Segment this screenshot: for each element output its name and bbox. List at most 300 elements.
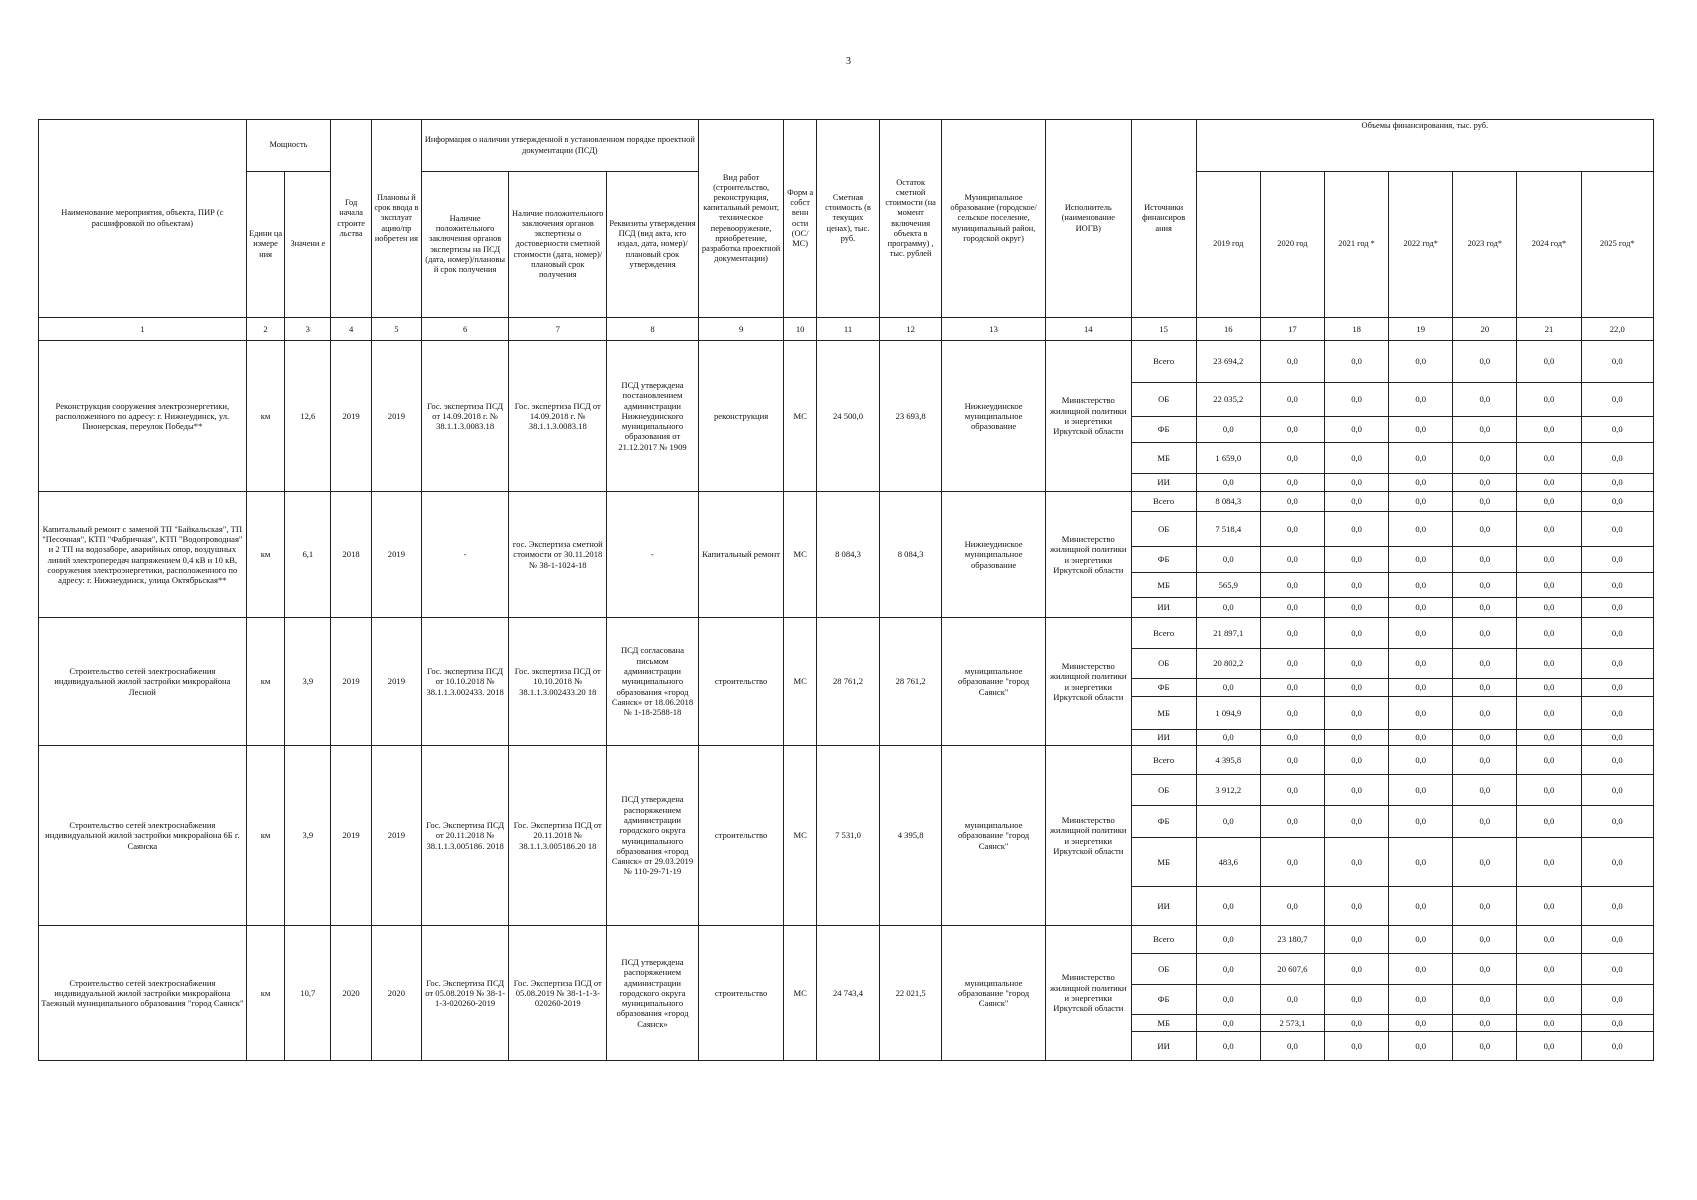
object-psd-positive: - xyxy=(421,492,509,618)
funding-value: 0,0 xyxy=(1325,1015,1389,1032)
funding-value: 0,0 xyxy=(1260,443,1324,474)
column-number: 10 xyxy=(784,318,817,341)
funding-value: 0,0 xyxy=(1581,985,1653,1015)
object-unit: км xyxy=(246,341,285,492)
funding-value: 1 659,0 xyxy=(1196,443,1260,474)
object-value: 10,7 xyxy=(285,926,331,1061)
funding-value: 0,0 xyxy=(1325,954,1389,985)
column-number: 19 xyxy=(1389,318,1453,341)
funding-source: МБ xyxy=(1131,1015,1196,1032)
object-start-year: 2019 xyxy=(331,618,372,746)
object-value: 3,9 xyxy=(285,618,331,746)
funding-value: 0,0 xyxy=(1260,598,1324,618)
object-start-year: 2019 xyxy=(331,746,372,926)
funding-value: 0,0 xyxy=(1389,954,1453,985)
object-psd-requisites: ПСД утверждена распоряжением администрации городского округа муниципального образования «город Саянск» xyxy=(607,926,699,1061)
object-name: Капитальный ремонт с заменой ТП "Байкальская", ТП "Песочная", КТП "Фабричная", КТП "Водопроводная" и 2 ТП на водозаборе, аварийных опор, воздушных линий электропередач напряжением 0,4 кВ и 10 кВ, сооружения электроэнергетики, расположенного по адресу: г. Нижнеудинск, улица Октябрьская** xyxy=(39,492,247,618)
object-unit: км xyxy=(246,746,285,926)
investment-program-table xyxy=(38,119,1654,1061)
funding-value: 0,0 xyxy=(1325,887,1389,926)
funding-value: 0,0 xyxy=(1453,954,1517,985)
object-estimate: 24 500,0 xyxy=(816,341,879,492)
funding-source: ИИ xyxy=(1131,1032,1196,1061)
funding-value: 0,0 xyxy=(1517,730,1581,746)
object-planned-date: 2019 xyxy=(371,492,421,618)
funding-value: 0,0 xyxy=(1517,383,1581,417)
funding-value: 0,0 xyxy=(1260,474,1324,492)
funding-value: 0,0 xyxy=(1453,887,1517,926)
funding-value: 0,0 xyxy=(1453,838,1517,887)
object-municipality: Нижнеудинское муниципальное образование xyxy=(942,341,1046,492)
funding-value: 0,0 xyxy=(1581,383,1653,417)
object-psd-positive: Гос. Экспертиза ПСД от 20.11.2018 № 38.1.1.3.005186. 2018 xyxy=(421,746,509,926)
funding-source: Всего xyxy=(1131,926,1196,954)
table-row xyxy=(39,492,1654,512)
funding-value: 0,0 xyxy=(1517,954,1581,985)
funding-value: 0,0 xyxy=(1260,512,1324,547)
object-remainder: 8 084,3 xyxy=(880,492,942,618)
table-header xyxy=(39,120,1654,318)
funding-value: 0,0 xyxy=(1325,474,1389,492)
funding-value: 0,0 xyxy=(1517,512,1581,547)
funding-value: 0,0 xyxy=(1453,649,1517,679)
object-estimate: 8 084,3 xyxy=(816,492,879,618)
funding-value: 0,0 xyxy=(1389,598,1453,618)
funding-value: 0,0 xyxy=(1517,443,1581,474)
funding-value: 0,0 xyxy=(1260,547,1324,573)
funding-value: 0,0 xyxy=(1453,417,1517,443)
funding-value: 0,0 xyxy=(1196,1032,1260,1061)
funding-value: 0,0 xyxy=(1325,443,1389,474)
funding-value: 0,0 xyxy=(1453,806,1517,838)
header-year: 2021 год * xyxy=(1325,172,1389,318)
funding-source: Всего xyxy=(1131,492,1196,512)
funding-value: 0,0 xyxy=(1389,746,1453,775)
funding-value: 0,0 xyxy=(1260,649,1324,679)
header-year: 2022 год* xyxy=(1389,172,1453,318)
funding-value: 0,0 xyxy=(1581,1015,1653,1032)
object-municipality: Нижнеудинское муниципальное образование xyxy=(942,492,1046,618)
funding-source: ИИ xyxy=(1131,598,1196,618)
object-ownership: МС xyxy=(784,926,817,1061)
funding-value: 0,0 xyxy=(1260,1032,1324,1061)
funding-value: 0,0 xyxy=(1389,512,1453,547)
funding-value: 0,0 xyxy=(1389,887,1453,926)
object-name: Строительство сетей электроснабжения индивидуальной жилой застройки микрорайона Лесной xyxy=(39,618,247,746)
header-remainder: Остаток сметной стоимости (на момент включения объекта в программу) , тыс. рублей xyxy=(880,120,942,318)
object-work-type: строительство xyxy=(698,618,784,746)
table-row xyxy=(39,926,1654,954)
column-number: 9 xyxy=(698,318,784,341)
funding-value: 0,0 xyxy=(1517,618,1581,649)
funding-value: 0,0 xyxy=(1389,383,1453,417)
funding-source: Всего xyxy=(1131,341,1196,383)
header-year: 2020 год xyxy=(1260,172,1324,318)
funding-value: 0,0 xyxy=(1581,954,1653,985)
funding-value: 0,0 xyxy=(1325,598,1389,618)
object-executor: Министерство жилищной политики и энергетики Иркутской области xyxy=(1046,746,1132,926)
object-name: Строительство сетей электроснабжения индивидуальной жилой застройки микрорайона Таежный муниципального образования "город Саянск" xyxy=(39,926,247,1061)
funding-value: 0,0 xyxy=(1389,341,1453,383)
header-value: Значени е xyxy=(285,172,331,318)
funding-value: 0,0 xyxy=(1260,746,1324,775)
funding-value: 0,0 xyxy=(1325,649,1389,679)
object-psd-cost: Гос. Экспертиза ПСД от 20.11.2018 № 38.1.1.3.005186.20 18 xyxy=(509,746,607,926)
column-number-row xyxy=(39,318,1654,341)
object-psd-cost: Гос. Экспертиза ПСД от 05.08.2019 № 38-1-1-3-020260-2019 xyxy=(509,926,607,1061)
funding-value: 0,0 xyxy=(1517,1015,1581,1032)
object-municipality: муниципальное образование "город Саянск" xyxy=(942,618,1046,746)
object-psd-requisites: - xyxy=(607,492,699,618)
funding-value: 0,0 xyxy=(1325,806,1389,838)
object-psd-positive: Гос. экспертиза ПСД от 10.10.2018 № 38.1.1.3.002433. 2018 xyxy=(421,618,509,746)
column-number: 1 xyxy=(39,318,247,341)
funding-value: 0,0 xyxy=(1453,341,1517,383)
header-psd-positive: Наличие положительного заключения органов экспертизы на ПСД (дата, номер)/плановы й срок получения xyxy=(421,172,509,318)
object-ownership: МС xyxy=(784,341,817,492)
funding-value: 0,0 xyxy=(1260,887,1324,926)
funding-source: ИИ xyxy=(1131,887,1196,926)
funding-value: 0,0 xyxy=(1581,697,1653,730)
funding-value: 0,0 xyxy=(1325,730,1389,746)
object-executor: Министерство жилищной политики и энергетики Иркутской области xyxy=(1046,926,1132,1061)
funding-value: 0,0 xyxy=(1453,492,1517,512)
funding-value: 0,0 xyxy=(1325,926,1389,954)
funding-value: 0,0 xyxy=(1581,926,1653,954)
funding-value: 0,0 xyxy=(1581,618,1653,649)
funding-value: 0,0 xyxy=(1453,985,1517,1015)
funding-value: 0,0 xyxy=(1453,547,1517,573)
object-estimate: 24 743,4 xyxy=(816,926,879,1061)
funding-value: 0,0 xyxy=(1389,547,1453,573)
column-number: 16 xyxy=(1196,318,1260,341)
funding-source: ФБ xyxy=(1131,547,1196,573)
funding-value: 0,0 xyxy=(1517,679,1581,697)
object-psd-cost: Гос. экспертиза ПСД от 10.10.2018 № 38.1.1.3.002433.20 18 xyxy=(509,618,607,746)
funding-source: МБ xyxy=(1131,697,1196,730)
funding-source: Всего xyxy=(1131,746,1196,775)
funding-value: 0,0 xyxy=(1389,985,1453,1015)
funding-value: 0,0 xyxy=(1581,775,1653,806)
header-psd-group: Информация о наличии утвержденной в установленном порядке проектной документации (ПСД) xyxy=(421,120,698,172)
funding-value: 0,0 xyxy=(1196,887,1260,926)
funding-value: 0,0 xyxy=(1325,679,1389,697)
funding-value: 0,0 xyxy=(1389,417,1453,443)
object-planned-date: 2019 xyxy=(371,746,421,926)
funding-value: 0,0 xyxy=(1196,474,1260,492)
funding-value: 0,0 xyxy=(1389,838,1453,887)
funding-value: 0,0 xyxy=(1260,417,1324,443)
header-finance-group: Объемы финансирования, тыс. руб. xyxy=(1196,120,1653,172)
funding-value: 0,0 xyxy=(1325,618,1389,649)
funding-value: 0,0 xyxy=(1260,679,1324,697)
funding-value: 0,0 xyxy=(1581,1032,1653,1061)
funding-value: 0,0 xyxy=(1196,1015,1260,1032)
funding-value: 0,0 xyxy=(1517,887,1581,926)
header-psd-requisites: Реквизиты утверждения ПСД (вид акта, кто издал, дата, номер)/плановый срок утверждения xyxy=(607,172,699,318)
object-remainder: 23 693,8 xyxy=(880,341,942,492)
funding-value: 0,0 xyxy=(1196,598,1260,618)
funding-value: 0,0 xyxy=(1453,730,1517,746)
funding-value: 0,0 xyxy=(1260,697,1324,730)
funding-value: 7 518,4 xyxy=(1196,512,1260,547)
funding-value: 0,0 xyxy=(1581,838,1653,887)
object-municipality: муниципальное образование "город Саянск" xyxy=(942,746,1046,926)
object-planned-date: 2019 xyxy=(371,618,421,746)
object-municipality: муниципальное образование "город Саянск" xyxy=(942,926,1046,1061)
funding-value: 0,0 xyxy=(1389,443,1453,474)
funding-value: 0,0 xyxy=(1517,775,1581,806)
funding-source: МБ xyxy=(1131,573,1196,598)
funding-value: 0,0 xyxy=(1453,474,1517,492)
funding-source: ИИ xyxy=(1131,730,1196,746)
object-remainder: 22 021,5 xyxy=(880,926,942,1061)
object-executor: Министерство жилищной политики и энергетики Иркутской области xyxy=(1046,341,1132,492)
object-psd-requisites: ПСД утверждена постановлением администрации Нижнеудинского муниципального образования от 21.12.2017 № 1909 xyxy=(607,341,699,492)
funding-value: 0,0 xyxy=(1325,512,1389,547)
funding-value: 0,0 xyxy=(1325,775,1389,806)
funding-value: 0,0 xyxy=(1517,838,1581,887)
funding-value: 0,0 xyxy=(1325,341,1389,383)
object-psd-positive: Гос. экспертиза ПСД от 14.09.2018 г. № 38.1.1.3.0083.18 xyxy=(421,341,509,492)
funding-source: ФБ xyxy=(1131,806,1196,838)
funding-value: 0,0 xyxy=(1196,417,1260,443)
funding-source: ИИ xyxy=(1131,474,1196,492)
column-number: 18 xyxy=(1325,318,1389,341)
funding-value: 0,0 xyxy=(1517,598,1581,618)
column-number: 7 xyxy=(509,318,607,341)
header-municipality: Муниципальное образование (городское/сельское поселение, муниципальный район, городской округ) xyxy=(942,120,1046,318)
object-value: 6,1 xyxy=(285,492,331,618)
funding-value: 0,0 xyxy=(1260,341,1324,383)
funding-source: МБ xyxy=(1131,838,1196,887)
object-value: 3,9 xyxy=(285,746,331,926)
funding-value: 0,0 xyxy=(1517,1032,1581,1061)
funding-value: 0,0 xyxy=(1260,806,1324,838)
object-remainder: 28 761,2 xyxy=(880,618,942,746)
column-number: 6 xyxy=(421,318,509,341)
column-number: 8 xyxy=(607,318,699,341)
funding-value: 0,0 xyxy=(1581,417,1653,443)
funding-value: 1 094,9 xyxy=(1196,697,1260,730)
funding-value: 0,0 xyxy=(1389,1015,1453,1032)
column-number: 21 xyxy=(1517,318,1581,341)
funding-value: 3 912,2 xyxy=(1196,775,1260,806)
object-work-type: строительство xyxy=(698,746,784,926)
funding-value: 0,0 xyxy=(1325,985,1389,1015)
funding-value: 0,0 xyxy=(1517,806,1581,838)
funding-value: 0,0 xyxy=(1581,512,1653,547)
object-estimate: 7 531,0 xyxy=(816,746,879,926)
funding-source: ФБ xyxy=(1131,985,1196,1015)
funding-value: 0,0 xyxy=(1196,679,1260,697)
funding-value: 0,0 xyxy=(1517,547,1581,573)
object-remainder: 4 395,8 xyxy=(880,746,942,926)
object-ownership: МС xyxy=(784,618,817,746)
object-name: Реконструкция сооружения электроэнергетики, расположенного по адресу: г. Нижнеудинск, ул. Пионерская, переулок Победы** xyxy=(39,341,247,492)
funding-value: 0,0 xyxy=(1581,887,1653,926)
funding-value: 21 897,1 xyxy=(1196,618,1260,649)
funding-value: 0,0 xyxy=(1517,697,1581,730)
table-row xyxy=(39,341,1654,383)
object-psd-requisites: ПСД согласована письмом администрации муниципального образования «город Саянск» от 18.06.2018 № 1-18-2588-18 xyxy=(607,618,699,746)
header-psd-cost: Наличие положительного заключения органов экспертизы о достоверности сметной стоимости (дата, номер)/плановый срок получения xyxy=(509,172,607,318)
funding-value: 0,0 xyxy=(1581,598,1653,618)
funding-value: 0,0 xyxy=(1389,926,1453,954)
funding-value: 0,0 xyxy=(1453,1015,1517,1032)
funding-value: 0,0 xyxy=(1517,649,1581,679)
funding-value: 0,0 xyxy=(1260,618,1324,649)
funding-value: 0,0 xyxy=(1453,746,1517,775)
funding-value: 0,0 xyxy=(1389,618,1453,649)
object-value: 12,6 xyxy=(285,341,331,492)
funding-value: 0,0 xyxy=(1260,573,1324,598)
funding-value: 0,0 xyxy=(1581,474,1653,492)
funding-value: 0,0 xyxy=(1389,474,1453,492)
funding-value: 0,0 xyxy=(1389,492,1453,512)
funding-source: ФБ xyxy=(1131,417,1196,443)
funding-source: ОБ xyxy=(1131,649,1196,679)
funding-value: 4 395,8 xyxy=(1196,746,1260,775)
object-psd-requisites: ПСД утверждена распоряжением администрации городского округа муниципального образования «город Саянск» от 29.03.2019 № 110-29-71-19 xyxy=(607,746,699,926)
funding-source: ОБ xyxy=(1131,775,1196,806)
funding-value: 0,0 xyxy=(1325,1032,1389,1061)
object-unit: км xyxy=(246,926,285,1061)
column-number: 17 xyxy=(1260,318,1324,341)
object-psd-cost: Гос. экспертиза ПСД от 14.09.2018 г. № 38.1.1.3.0083.18 xyxy=(509,341,607,492)
funding-value: 0,0 xyxy=(1581,341,1653,383)
funding-value: 565,9 xyxy=(1196,573,1260,598)
funding-value: 0,0 xyxy=(1453,383,1517,417)
object-planned-date: 2019 xyxy=(371,341,421,492)
funding-value: 0,0 xyxy=(1196,806,1260,838)
header-year: 2023 год* xyxy=(1453,172,1517,318)
funding-value: 0,0 xyxy=(1260,838,1324,887)
funding-source: ОБ xyxy=(1131,954,1196,985)
funding-value: 0,0 xyxy=(1453,573,1517,598)
object-executor: Министерство жилищной политики и энергетики Иркутской области xyxy=(1046,492,1132,618)
funding-value: 2 573,1 xyxy=(1260,1015,1324,1032)
funding-value: 0,0 xyxy=(1453,1032,1517,1061)
object-executor: Министерство жилищной политики и энергетики Иркутской области xyxy=(1046,618,1132,746)
funding-value: 20 802,2 xyxy=(1196,649,1260,679)
funding-value: 0,0 xyxy=(1581,547,1653,573)
header-year: 2024 год* xyxy=(1517,172,1581,318)
funding-value: 0,0 xyxy=(1389,806,1453,838)
object-work-type: Капитальный ремонт xyxy=(698,492,784,618)
funding-value: 0,0 xyxy=(1517,492,1581,512)
funding-value: 8 084,3 xyxy=(1196,492,1260,512)
funding-value: 0,0 xyxy=(1325,697,1389,730)
column-number: 15 xyxy=(1131,318,1196,341)
funding-value: 0,0 xyxy=(1581,573,1653,598)
header-year: 2025 год* xyxy=(1581,172,1653,318)
funding-value: 0,0 xyxy=(1453,512,1517,547)
funding-value: 0,0 xyxy=(1453,926,1517,954)
header-executor: Исполнитель (наименование ИОГВ) xyxy=(1046,120,1132,318)
column-number: 4 xyxy=(331,318,372,341)
funding-value: 0,0 xyxy=(1325,417,1389,443)
funding-value: 0,0 xyxy=(1196,985,1260,1015)
object-unit: км xyxy=(246,492,285,618)
column-number: 11 xyxy=(816,318,879,341)
object-psd-cost: гос. Экспертиза сметной стоимости от 30.11.2018 № 38-1-1024-18 xyxy=(509,492,607,618)
funding-value: 0,0 xyxy=(1389,730,1453,746)
funding-source: ФБ xyxy=(1131,679,1196,697)
header-unit: Едини ца измере ния xyxy=(246,172,285,318)
funding-value: 0,0 xyxy=(1196,547,1260,573)
funding-value: 23 180,7 xyxy=(1260,926,1324,954)
funding-value: 0,0 xyxy=(1581,492,1653,512)
funding-source: МБ xyxy=(1131,443,1196,474)
header-planned-date: Плановы й срок ввода в эксплуат ацию/пр иобретен ия xyxy=(371,120,421,318)
table-row xyxy=(39,618,1654,649)
header-start-year: Год начала строите льства xyxy=(331,120,372,318)
funding-value: 0,0 xyxy=(1389,775,1453,806)
funding-value: 0,0 xyxy=(1453,443,1517,474)
funding-value: 0,0 xyxy=(1196,954,1260,985)
object-work-type: строительство xyxy=(698,926,784,1061)
funding-value: 0,0 xyxy=(1196,926,1260,954)
funding-value: 0,0 xyxy=(1389,1032,1453,1061)
funding-source: Всего xyxy=(1131,618,1196,649)
funding-value: 0,0 xyxy=(1453,618,1517,649)
funding-value: 0,0 xyxy=(1325,746,1389,775)
header-work-type: Вид работ (строительство, реконструкция, капитальный ремонт, техническое перевооружение, приобретение, разработка проектной документации) xyxy=(698,120,784,318)
funding-value: 0,0 xyxy=(1517,474,1581,492)
column-number: 3 xyxy=(285,318,331,341)
header-year: 2019 год xyxy=(1196,172,1260,318)
funding-value: 0,0 xyxy=(1260,730,1324,746)
header-ownership: Форм а собст венн ости (ОС/ МС) xyxy=(784,120,817,318)
column-number: 22,0 xyxy=(1581,318,1653,341)
funding-source: ОБ xyxy=(1131,383,1196,417)
funding-value: 0,0 xyxy=(1325,492,1389,512)
funding-value: 0,0 xyxy=(1389,697,1453,730)
funding-value: 0,0 xyxy=(1453,679,1517,697)
object-start-year: 2020 xyxy=(331,926,372,1061)
funding-value: 0,0 xyxy=(1581,746,1653,775)
funding-value: 0,0 xyxy=(1260,383,1324,417)
funding-value: 483,6 xyxy=(1196,838,1260,887)
column-number: 12 xyxy=(880,318,942,341)
funding-value: 0,0 xyxy=(1581,649,1653,679)
funding-value: 0,0 xyxy=(1260,492,1324,512)
table-body xyxy=(39,318,1654,1061)
funding-value: 0,0 xyxy=(1581,730,1653,746)
funding-value: 23 694,2 xyxy=(1196,341,1260,383)
column-number: 5 xyxy=(371,318,421,341)
header-capacity: Мощность xyxy=(246,120,331,172)
object-unit: км xyxy=(246,618,285,746)
funding-value: 0,0 xyxy=(1389,573,1453,598)
header-name: Наименование мероприятия, объекта, ПИР (с расшифровкой по объектам) xyxy=(39,120,247,318)
header-estimate: Сметная стоимость (в текущих ценах), тыс. руб. xyxy=(816,120,879,318)
funding-value: 0,0 xyxy=(1325,573,1389,598)
funding-value: 0,0 xyxy=(1325,838,1389,887)
funding-value: 0,0 xyxy=(1517,417,1581,443)
object-name: Строительство сетей электроснабжения индивидуальной жилой застройки микрорайона 6Б г. Саянска xyxy=(39,746,247,926)
page-number: 3 xyxy=(846,56,851,67)
funding-value: 20 607,6 xyxy=(1260,954,1324,985)
funding-value: 0,0 xyxy=(1325,547,1389,573)
column-number: 2 xyxy=(246,318,285,341)
funding-value: 0,0 xyxy=(1517,926,1581,954)
object-start-year: 2018 xyxy=(331,492,372,618)
funding-value: 0,0 xyxy=(1453,775,1517,806)
funding-value: 0,0 xyxy=(1260,775,1324,806)
column-number: 14 xyxy=(1046,318,1132,341)
